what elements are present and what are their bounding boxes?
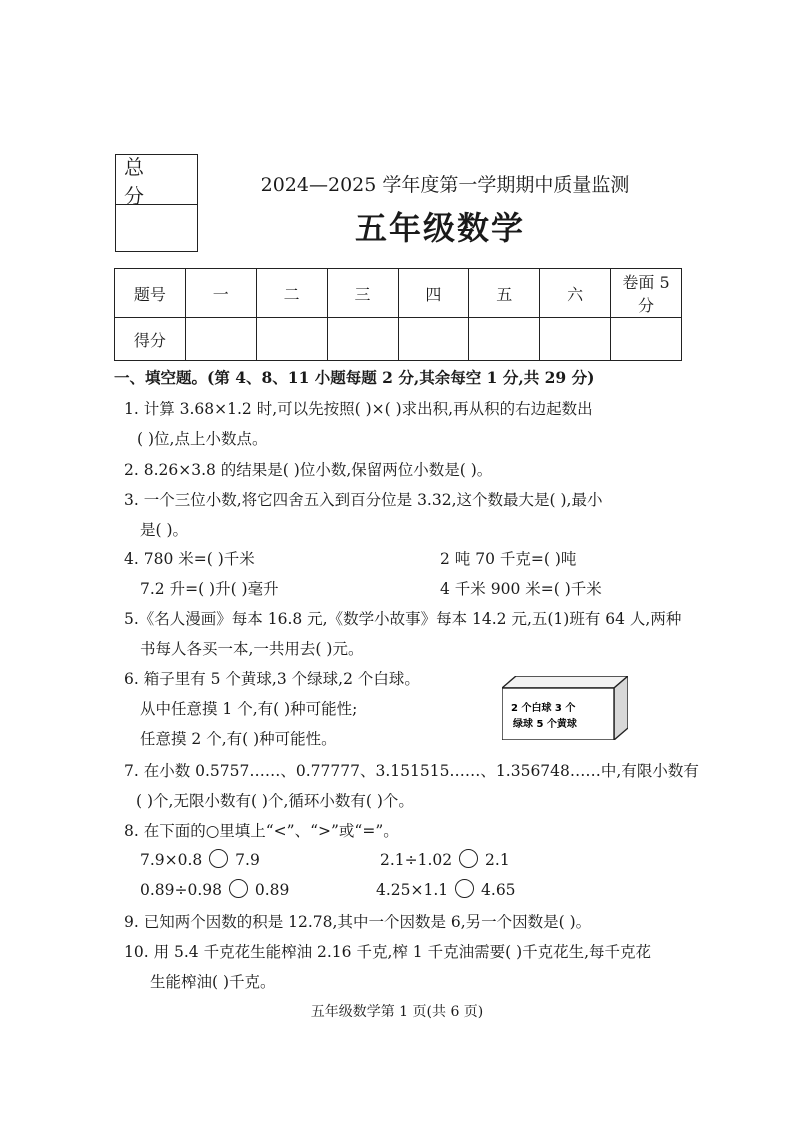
question-4-b: 2 吨 70 千克=( )吨 <box>440 550 577 568</box>
question-10-line-2: 生能榨油( )千克。 <box>150 973 276 991</box>
score-entry-cell[interactable] <box>327 318 398 361</box>
compare-left: 4.25×1.1 <box>376 881 449 899</box>
score-entry-cell[interactable] <box>540 318 611 361</box>
question-4-c: 7.2 升=( )升( )毫升 <box>140 580 279 598</box>
exam-title: 五年级数学 <box>354 209 525 247</box>
table-row <box>115 318 682 361</box>
table-cell: 二 <box>256 269 327 318</box>
exam-subtitle: 2024—2025 学年度第一学期期中质量监测 <box>260 174 630 196</box>
compare-item-4 <box>376 879 516 899</box>
question-3-line-1: 3. 一个三位小数,将它四舍五入到百分位是 3.32,这个数最大是( ),最小 <box>124 491 603 509</box>
section-heading: 一、填空题。(第 4、8、11 小题每题 2 分,其余每空 1 分,共 29 分) <box>114 368 595 387</box>
compare-right: 0.89 <box>254 881 290 899</box>
compare-circle-icon[interactable] <box>229 879 248 898</box>
score-entry-cell[interactable] <box>398 318 469 361</box>
table-cell: 得分 <box>115 318 186 361</box>
table-cell: 三 <box>327 269 398 318</box>
compare-circle-icon[interactable] <box>209 849 228 868</box>
box-label-line-1: 2 个白球 3 个 <box>511 703 576 714</box>
compare-right: 7.9 <box>235 851 260 869</box>
compare-left: 2.1÷1.02 <box>380 851 453 869</box>
compare-right: 2.1 <box>485 851 510 869</box>
table-cell: 卷面 5 分 <box>611 269 682 318</box>
question-6-line-3: 任意摸 2 个,有( )种可能性。 <box>140 730 337 748</box>
score-entry-cell[interactable] <box>469 318 540 361</box>
compare-circle-icon[interactable] <box>455 879 474 898</box>
question-3-line-2: 是( )。 <box>140 521 189 539</box>
table-row <box>115 269 682 318</box>
ball-box-figure <box>502 676 628 740</box>
question-2: 2. 8.26×3.8 的结果是( )位小数,保留两位小数是( )。 <box>124 461 493 479</box>
question-1-line-1: 1. 计算 3.68×1.2 时,可以先按照( )×( )求出积,再从积的右边起数出 <box>124 400 593 418</box>
total-score-box <box>115 154 198 252</box>
question-5-line-1: 5.《名人漫画》每本 16.8 元,《数学小故事》每本 14.2 元,五(1)班有 64 人,两种 <box>124 610 682 628</box>
table-cell: 一 <box>185 269 256 318</box>
question-6-line-1: 6. 箱子里有 5 个黄球,3 个绿球,2 个白球。 <box>124 670 420 688</box>
score-entry-cell[interactable] <box>185 318 256 361</box>
table-cell: 四 <box>398 269 469 318</box>
question-4-d: 4 千米 900 米=( )千米 <box>440 580 602 598</box>
score-entry-cell[interactable] <box>611 318 682 361</box>
total-score-label: 总 分 <box>116 155 197 205</box>
question-7-line-2: ( )个,无限小数有( )个,循环小数有( )个。 <box>136 792 414 810</box>
compare-left: 0.89÷0.98 <box>140 881 223 899</box>
compare-item-2 <box>380 849 510 869</box>
compare-item-3 <box>140 879 289 899</box>
compare-left: 7.9×0.8 <box>140 851 203 869</box>
table-cell: 题号 <box>115 269 186 318</box>
question-5-line-2: 书每人各买一本,一共用去( )元。 <box>140 640 364 658</box>
question-8: 8. 在下面的○里填上“<”、“>”或“=”。 <box>124 822 399 840</box>
box-label-line-2: 绿球 5 个黄球 <box>513 719 577 730</box>
compare-right: 4.65 <box>481 881 516 899</box>
question-6-line-2: 从中任意摸 1 个,有( )种可能性; <box>140 700 358 718</box>
score-entry-cell[interactable] <box>256 318 327 361</box>
question-4-a: 4. 780 米=( )千米 <box>124 550 255 568</box>
question-7-line-1: 7. 在小数 0.5757……、0.77777、3.151515……、1.356748……中,有限小数有 <box>124 762 699 780</box>
score-table <box>114 268 682 361</box>
question-1-line-2: ( )位,点上小数点。 <box>137 430 268 448</box>
question-10-line-1: 10. 用 5.4 千克花生能榨油 2.16 千克,榨 1 千克油需要( )千克花生,每千克花 <box>124 943 652 961</box>
compare-circle-icon[interactable] <box>459 849 478 868</box>
question-9: 9. 已知两个因数的积是 12.78,其中一个因数是 6,另一个因数是( )。 <box>124 913 592 931</box>
page-footer: 五年级数学第 1 页(共 6 页) <box>310 1004 484 1020</box>
table-cell: 五 <box>469 269 540 318</box>
table-cell: 六 <box>540 269 611 318</box>
compare-item-1 <box>140 849 260 869</box>
